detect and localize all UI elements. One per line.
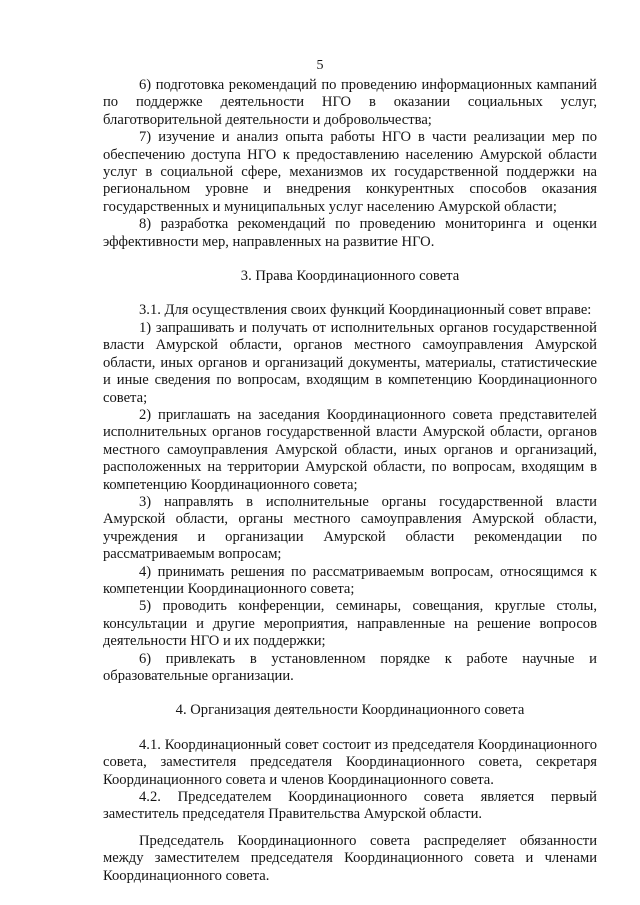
- spacer: [103, 720, 597, 737]
- spacer: [103, 685, 597, 702]
- rights-item-4: 4) принимать решения по рассматриваемым вопросам, относящимся к компетенции Координационного совета;: [103, 563, 597, 597]
- paragraph-item-6: 6) подготовка рекомендаций по проведению информационных кампаний по поддержке деятельности НГО в оказании социальных услуг, благотворительной деятельности и добровольчества;: [103, 77, 597, 128]
- spacer: [103, 824, 597, 833]
- rights-item-5: 5) проводить конференции, семинары, совещания, круглые столы, консультации и другие мероприятия, направленные на решение вопросов деятельности НГО и их поддержки;: [103, 598, 597, 650]
- section-4-heading: 4. Организация деятельности Координационного совета: [175, 702, 525, 719]
- paragraph-item-8: 8) разработка рекомендаций по проведению мониторинга и оценки эффективности мер, направленных на развитие НГО.: [103, 216, 597, 250]
- section-3-intro: 3.1. Для осуществления своих функций Координационный совет вправе:: [139, 302, 592, 319]
- paragraph-item-7: 7) изучение и анализ опыта работы НГО в части реализации мер по обеспечению доступа НГО к предоставлению населению Амурской области услуг в социальной сфере, механизмов их государственной поддержки на региональном уровне и внедрения конкурентных способов оказания государственных и муниципальных услуг населению Амурской области;: [103, 129, 597, 215]
- document-body: [103, 77, 597, 885]
- section-3-heading: 3. Права Координационного совета: [240, 268, 460, 285]
- page-number: 5: [316, 58, 324, 73]
- rights-item-1: 1) запрашивать и получать от исполнительных органов государственной власти Амурской области, органов местного самоуправления Амурской области, иных органов и организаций документы, материалы, статистические и иные сведения по вопросам, входящим в компетенцию Координационного совета;: [103, 319, 597, 406]
- spacer: [103, 285, 597, 302]
- paragraph-4-2: 4.2. Председателем Координационного совета является первый заместитель председателя Правительства Амурской области.: [103, 789, 597, 823]
- rights-item-2: 2) приглашать на заседания Координационного совета представителей исполнительных органов государственной власти Амурской области, органов местного самоуправления Амурской области, иных органов и организаций, расположенных на территории Амурской области, по вопросам, входящим в компетенцию Координационного совета;: [103, 406, 597, 493]
- rights-item-3: 3) направлять в исполнительные органы государственной власти Амурской области, органы местного самоуправления Амурской области, учреждения и организации Амурской области рекомендации по рассматриваемым вопросам;: [103, 493, 597, 563]
- paragraph-chairman-duties: Председатель Координационного совета распределяет обязанности между заместителем председателя Координационного совета и членами Координационного совета.: [103, 832, 597, 884]
- rights-item-6: 6) привлекать в установленном порядке к работе научные и образовательные организации.: [103, 650, 597, 684]
- spacer: [103, 251, 597, 268]
- paragraph-4-1: 4.1. Координационный совет состоит из председателя Координационного совета, заместителя председателя Координационного совета, секретаря Координационного совета и членов Координационного совета.: [103, 736, 597, 788]
